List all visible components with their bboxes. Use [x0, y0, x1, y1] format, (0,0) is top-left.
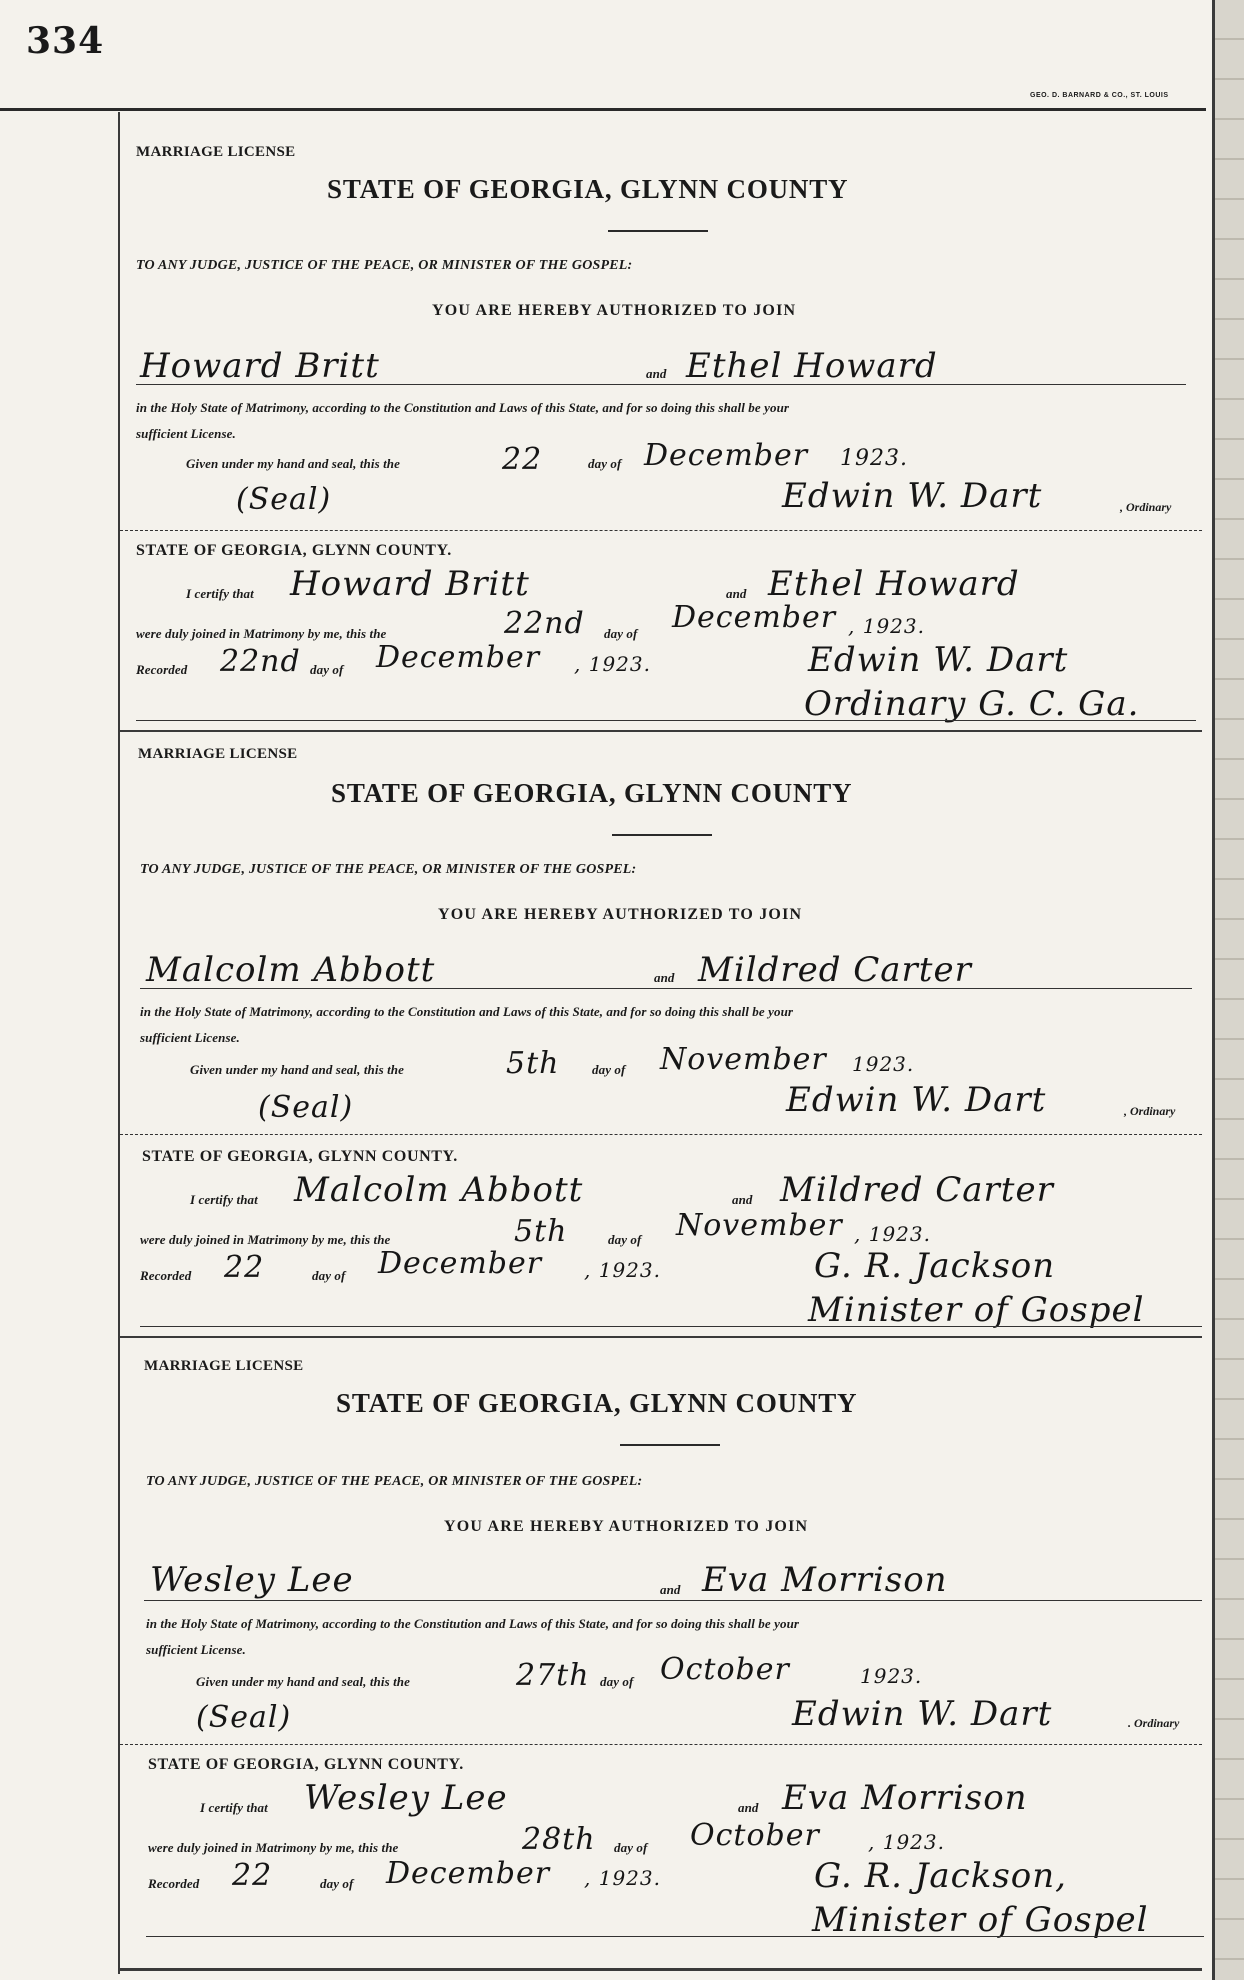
day-of-label: day of	[604, 626, 638, 641]
record-underline	[136, 720, 1196, 721]
recorded-year: , 1923.	[584, 1866, 661, 1890]
joined-day: 28th	[522, 1822, 596, 1857]
joined-text: were duly joined in Matrimony by me, this the	[136, 626, 387, 641]
salutation: TO ANY JUDGE, JUSTICE OF THE PEACE, OR MINISTER OF THE GOSPEL:	[146, 1474, 643, 1489]
and-label: and	[654, 970, 675, 985]
page-bottom-edge	[120, 1968, 1202, 1971]
recorded-day: 22	[232, 1858, 273, 1893]
and-label: and	[732, 1192, 753, 1207]
bride-name: Ethel Howard	[686, 346, 938, 386]
bride-name: Eva Morrison	[702, 1560, 948, 1600]
record-separator	[120, 730, 1202, 732]
license-year: 1923.	[860, 1664, 923, 1688]
ordinary-signature: Edwin W. Dart	[792, 1694, 1053, 1734]
ordinary-signature: Edwin W. Dart	[786, 1080, 1047, 1120]
ordinary-label: . Ordinary	[1128, 1716, 1180, 1730]
adjacent-page-edge	[1215, 0, 1244, 1980]
recorded-year: , 1923.	[574, 652, 651, 676]
certified-groom: Malcolm Abbott	[294, 1170, 584, 1210]
record-underline	[140, 1326, 1202, 1327]
seal-mark: (Seal)	[196, 1700, 292, 1735]
sufficient-license-text: sufficient License.	[140, 1030, 240, 1045]
groom-name: Wesley Lee	[150, 1560, 354, 1600]
publisher-imprint: GEO. D. BARNARD & CO., ST. LOUIS	[1030, 92, 1169, 99]
officiant-title: Minister of Gospel	[812, 1900, 1149, 1940]
recorded-label: Recorded	[148, 1876, 200, 1891]
sufficient-license-text: sufficient License.	[136, 426, 236, 441]
license-day: 22	[502, 442, 543, 477]
title-rule	[620, 1444, 720, 1446]
seal-mark: (Seal)	[258, 1090, 354, 1125]
officiant-signature: Edwin W. Dart	[808, 640, 1069, 680]
and-label: and	[660, 1582, 681, 1597]
license-day: 27th	[516, 1658, 590, 1693]
recorded-month: December	[386, 1856, 551, 1891]
day-of-label: day of	[600, 1674, 634, 1689]
day-of-label: day of	[592, 1062, 626, 1077]
certified-bride: Eva Morrison	[782, 1778, 1028, 1818]
and-label: and	[738, 1800, 759, 1815]
section-divider	[120, 530, 1202, 531]
day-of-label: day of	[608, 1232, 642, 1247]
state-title: STATE OF GEORGIA, GLYNN COUNTY	[336, 1388, 858, 1418]
names-line	[144, 1600, 1202, 1601]
authorized-text: YOU ARE HEREBY AUTHORIZED TO JOIN	[432, 302, 797, 319]
groom-name: Howard Britt	[140, 346, 380, 386]
and-label: and	[726, 586, 747, 601]
page-number: 334	[26, 20, 105, 62]
day-of-label: day of	[320, 1876, 354, 1891]
joined-day: 22nd	[504, 606, 585, 641]
recorded-year: , 1923.	[584, 1258, 661, 1282]
joined-month: December	[672, 600, 837, 635]
title-rule	[612, 834, 712, 836]
recorded-month: December	[376, 640, 541, 675]
license-heading: MARRIAGE LICENSE	[144, 1358, 304, 1374]
given-under-text: Given under my hand and seal, this the	[190, 1062, 404, 1077]
day-of-label: day of	[588, 456, 622, 471]
recorded-month: December	[378, 1246, 543, 1281]
license-month: October	[660, 1652, 790, 1687]
license-month: November	[660, 1042, 827, 1077]
day-of-label: day of	[312, 1268, 346, 1283]
state-title: STATE OF GEORGIA, GLYNN COUNTY	[327, 174, 849, 204]
joined-year: , 1923.	[854, 1222, 931, 1246]
ordinary-label: , Ordinary	[1120, 500, 1172, 514]
certify-text: I certify that	[200, 1800, 268, 1815]
authorized-text: YOU ARE HEREBY AUTHORIZED TO JOIN	[438, 906, 803, 923]
certificate-heading: STATE OF GEORGIA, GLYNN COUNTY.	[142, 1148, 458, 1165]
ordinary-label: , Ordinary	[1124, 1104, 1176, 1118]
day-of-label: day of	[614, 1840, 648, 1855]
state-title: STATE OF GEORGIA, GLYNN COUNTY	[331, 778, 853, 808]
seal-mark: (Seal)	[236, 482, 332, 517]
sufficient-license-text: sufficient License.	[146, 1642, 246, 1657]
certified-bride: Ethel Howard	[768, 564, 1020, 604]
license-year: 1923.	[840, 446, 908, 471]
recorded-day: 22nd	[220, 644, 301, 679]
certificate-heading: STATE OF GEORGIA, GLYNN COUNTY.	[148, 1756, 464, 1773]
given-under-text: Given under my hand and seal, this the	[186, 456, 400, 471]
license-month: December	[644, 438, 809, 473]
recorded-label: Recorded	[140, 1268, 192, 1283]
joined-text: were duly joined in Matrimony by me, this the	[148, 1840, 399, 1855]
salutation: TO ANY JUDGE, JUSTICE OF THE PEACE, OR MINISTER OF THE GOSPEL:	[140, 862, 637, 877]
certify-text: I certify that	[190, 1192, 258, 1207]
certified-bride: Mildred Carter	[780, 1170, 1054, 1210]
license-heading: MARRIAGE LICENSE	[138, 746, 298, 762]
recorded-day: 22	[224, 1250, 265, 1285]
certify-text: I certify that	[186, 586, 254, 601]
record-underline	[146, 1936, 1204, 1937]
joined-year: , 1923.	[848, 614, 925, 638]
holy-state-text: in the Holy State of Matrimony, according to the Constitution and Laws of this State, and for so doing this shall be your	[146, 1616, 800, 1631]
certified-groom: Howard Britt	[290, 564, 530, 604]
holy-state-text: in the Holy State of Matrimony, according to the Constitution and Laws of this State, and for so doing this shall be your	[140, 1004, 794, 1019]
groom-name: Malcolm Abbott	[146, 950, 436, 990]
authorized-text: YOU ARE HEREBY AUTHORIZED TO JOIN	[444, 1518, 809, 1535]
joined-month: November	[676, 1208, 843, 1243]
section-divider	[120, 1744, 1202, 1745]
and-label: and	[646, 366, 667, 381]
joined-day: 5th	[514, 1214, 568, 1249]
day-of-label: day of	[310, 662, 344, 677]
joined-month: October	[690, 1818, 820, 1853]
title-rule	[608, 230, 708, 232]
salutation: TO ANY JUDGE, JUSTICE OF THE PEACE, OR MINISTER OF THE GOSPEL:	[136, 258, 633, 273]
officiant-title: Minister of Gospel	[808, 1290, 1145, 1330]
certificate-heading: STATE OF GEORGIA, GLYNN COUNTY.	[136, 542, 452, 559]
license-heading: MARRIAGE LICENSE	[136, 144, 296, 160]
joined-year: , 1923.	[868, 1830, 945, 1854]
joined-text: were duly joined in Matrimony by me, this the	[140, 1232, 391, 1247]
ordinary-signature: Edwin W. Dart	[782, 476, 1043, 516]
section-divider	[120, 1134, 1202, 1135]
bride-name: Mildred Carter	[698, 950, 972, 990]
license-day: 5th	[506, 1046, 560, 1081]
officiant-title: Ordinary G. C. Ga.	[804, 684, 1140, 724]
names-line	[140, 988, 1192, 989]
header-rule	[0, 108, 1206, 111]
recorded-label: Recorded	[136, 662, 188, 677]
names-line	[136, 384, 1186, 385]
given-under-text: Given under my hand and seal, this the	[196, 1674, 410, 1689]
officiant-signature: G. R. Jackson	[814, 1246, 1056, 1286]
officiant-signature: G. R. Jackson,	[814, 1856, 1067, 1896]
certified-groom: Wesley Lee	[304, 1778, 508, 1818]
license-year: 1923.	[852, 1052, 915, 1076]
record-separator	[120, 1336, 1202, 1338]
holy-state-text: in the Holy State of Matrimony, according to the Constitution and Laws of this State, and for so doing this shall be your	[136, 400, 790, 415]
